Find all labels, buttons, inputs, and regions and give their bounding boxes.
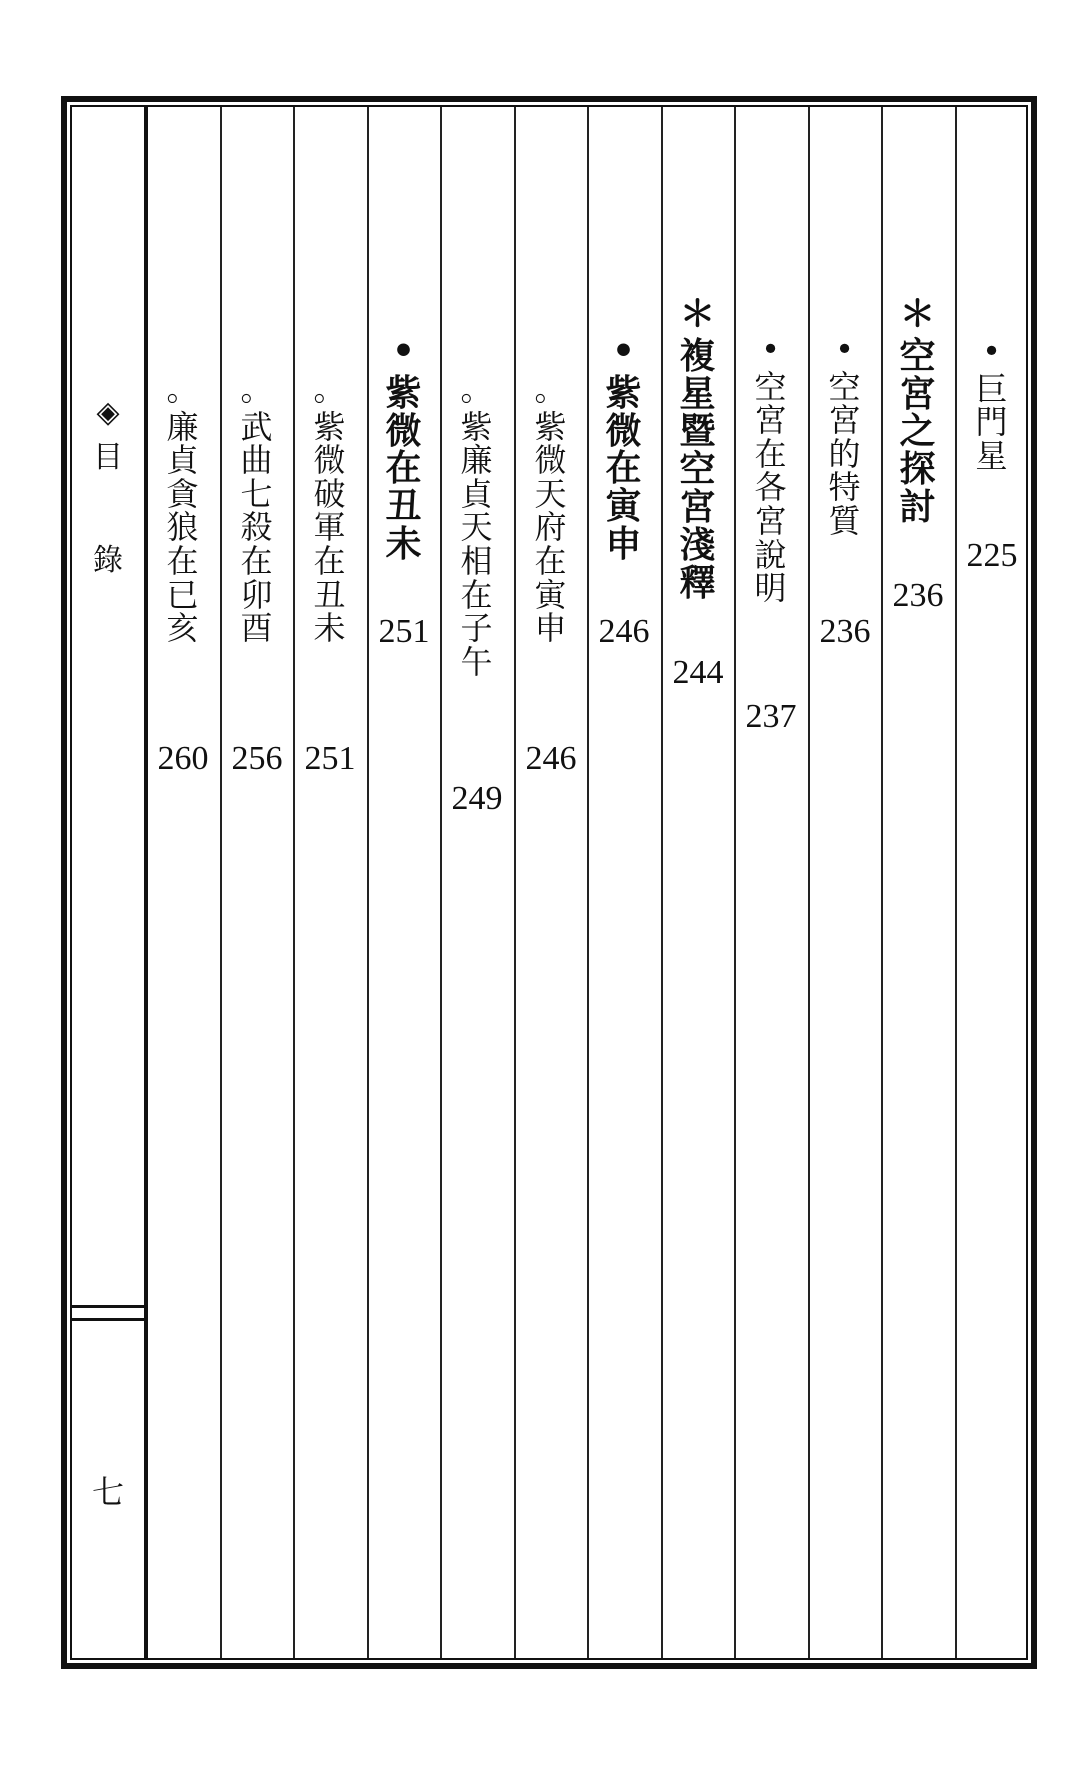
column-divider (293, 107, 295, 1658)
column-divider (220, 107, 222, 1658)
title-divider-lower (72, 1318, 144, 1321)
entry-bullet: 。 (240, 370, 273, 408)
entry-bullet: ＊ (679, 294, 716, 335)
entry-page-number: 237 (745, 698, 797, 735)
entry-title: 複 星 暨 空 宮 淺 釋 (679, 335, 716, 604)
entry-page-number: 256 (231, 740, 283, 777)
entry-title: 空 宮 在 各 宮 說 明 (754, 367, 787, 608)
entry-title: 巨 門 星 (975, 369, 1008, 475)
column-divider (514, 107, 516, 1658)
entry-bullet: • (611, 331, 635, 372)
entry-page-number: 236 (892, 577, 944, 614)
entry-page-number: 260 (157, 740, 209, 777)
title-column-divider (144, 107, 148, 1658)
entry-bullet: 。 (460, 370, 493, 408)
entry-bullet: • (982, 332, 1001, 370)
entry-title: 紫 廉 貞 天 相 在 子 午 (460, 407, 493, 681)
entry-page-number: 251 (378, 613, 430, 650)
entry-title: 紫 微 破 軍 在 丑 未 (313, 407, 346, 648)
entry-page-number: 246 (525, 740, 577, 777)
entry-bullet: ＊ (899, 294, 936, 335)
entry-bullet: 。 (313, 370, 346, 408)
entry-bullet: 。 (534, 370, 567, 408)
title-divider-upper (72, 1305, 144, 1308)
entry-title: 空 宮 之 探 討 (899, 335, 936, 528)
entry-bullet: • (761, 330, 780, 368)
entry-title: 空 宮 的 特 質 (828, 367, 861, 540)
title-char-2: 錄 (93, 543, 123, 578)
title-char-1: 目 (93, 440, 123, 475)
entry-page-number: 251 (304, 740, 356, 777)
entry-page-number: 236 (819, 613, 871, 650)
folio-number: 七 (91, 1473, 124, 1511)
entry-title: 紫 微 在 丑 未 (385, 372, 422, 565)
entry-title: 廉 貞 貪 狼 在 已 亥 (166, 407, 199, 648)
entry-bullet: • (391, 331, 415, 372)
entry-page-number: 225 (966, 537, 1018, 574)
entry-title: 紫 微 天 府 在 寅 申 (534, 407, 567, 648)
entry-page-number: 246 (598, 613, 650, 650)
entry-bullet: 。 (166, 370, 199, 408)
title-marker: ◈ (96, 395, 120, 430)
entry-page-number: 244 (672, 654, 724, 691)
entry-bullet: • (835, 330, 854, 368)
column-divider (440, 107, 442, 1658)
entry-page-number: 249 (451, 780, 503, 817)
entry-title: 武 曲 七 殺 在 卯 酉 (240, 407, 273, 648)
entry-title: 紫 微 在 寅 申 (605, 372, 642, 565)
